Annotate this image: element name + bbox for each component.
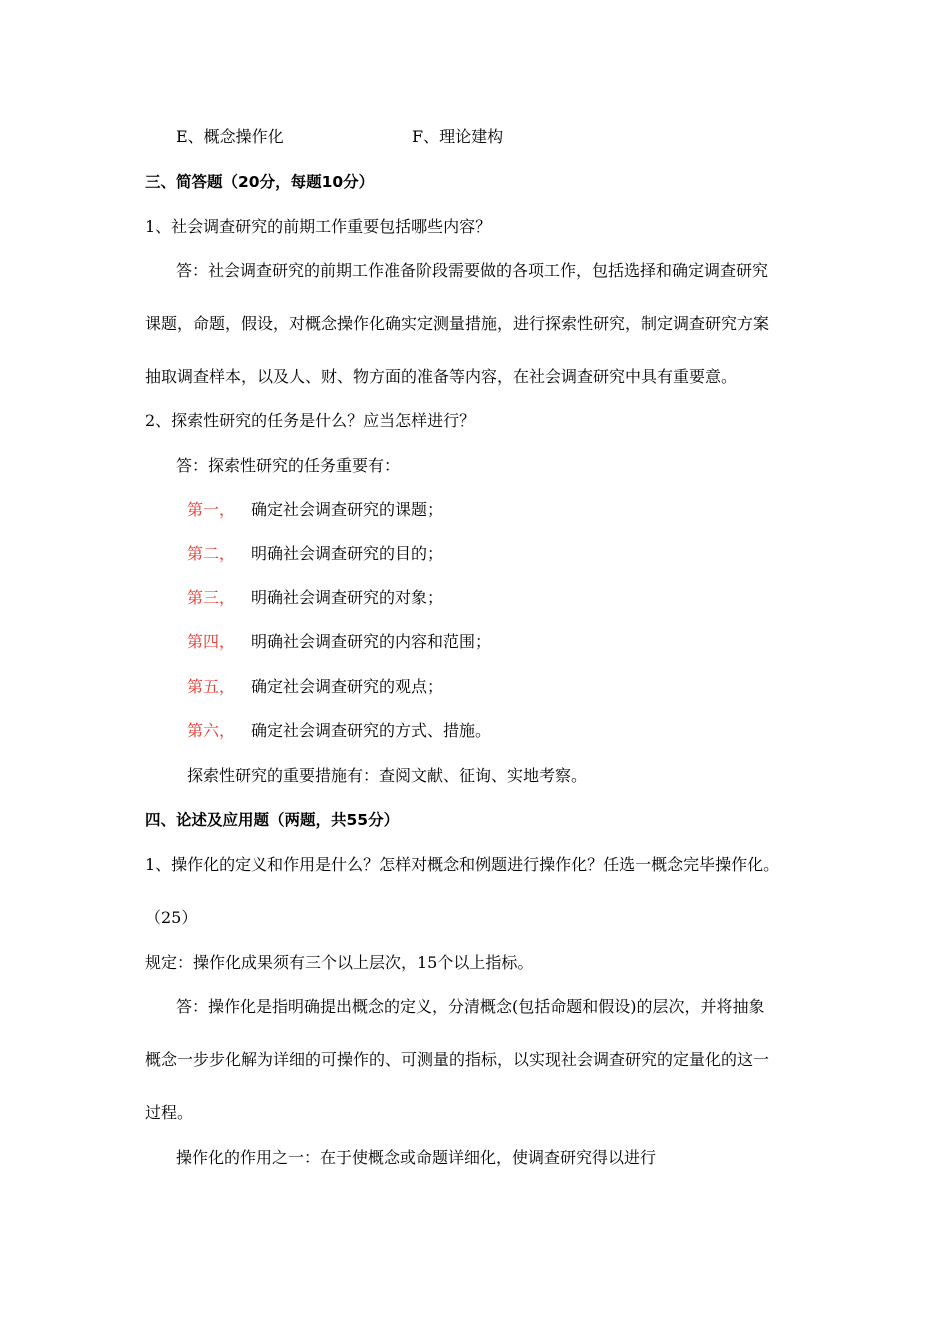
section4-q1-question: 1、操作化的定义和作用是什么？怎样对概念和例题进行操作化？任选一概念完毕操作化。 [145,855,780,874]
task-ordinal: 第四， [187,632,236,651]
task-ordinal: 第五， [187,677,236,696]
task-text: 明确社会调查研究的对象； [251,588,444,607]
task-text: 明确社会调查研究的内容和范围； [251,632,492,651]
task-ordinal: 第一， [187,500,236,519]
task-list-item [187,721,491,741]
option-e: E、概念操作化 [176,127,284,146]
section4-heading: 四、论述及应用题（两题，共55分） [145,811,400,829]
section4-q1-answer-line: 过程。 [145,1103,194,1122]
task-list-item [187,677,443,697]
section4-q1-answer-line: 答：操作化是指明确提出概念的定义，分清概念(包括命题和假设)的层次，并将抽象 [176,997,765,1016]
section4-q1-role-line: 操作化的作用之一：在于使概念或命题详细化，使调查研究得以进行 [176,1148,657,1167]
option-f: F、理论建构 [412,127,504,146]
section3-q2-question: 2、探索性研究的任务是什么？应当怎样进行？ [145,411,476,430]
section3-q1-question: 1、社会调查研究的前期工作重要包括哪些内容？ [145,217,492,236]
section3-heading: 三、简答题（20分，每题10分） [145,173,375,191]
section3-q2-measures: 探索性研究的重要措施有：查阅文献、征询、实地考察。 [187,766,588,785]
task-list-item [187,588,443,608]
task-text: 确定社会调查研究的方式、措施。 [251,721,492,740]
task-text: 确定社会调查研究的课题； [251,500,444,519]
task-list-item [187,500,443,520]
section3-q1-answer-line: 课题，命题，假设，对概念操作化确实定测量措施，进行探索性研究，制定调查研究方案 [145,314,770,333]
task-ordinal: 第六， [187,721,236,740]
section4-q1-answer-line: 概念一步步化解为详细的可操作的、可测量的指标，以实现社会调查研究的定量化的这一 [145,1050,770,1069]
task-text: 确定社会调查研究的观点； [251,677,444,696]
task-text: 明确社会调查研究的目的； [251,544,444,563]
section4-q1-requirement: 规定：操作化成果须有三个以上层次，15个以上指标。 [145,953,534,972]
task-ordinal: 第三， [187,588,236,607]
section3-q2-answer-intro: 答：探索性研究的任务重要有： [176,456,401,475]
section3-q1-answer-line: 答：社会调查研究的前期工作准备阶段需要做的各项工作，包括选择和确定调查研究 [176,261,769,280]
task-list-item [187,632,491,652]
section4-q1-score: （25） [145,908,198,927]
task-list-item [187,544,443,564]
section3-q1-answer-line: 抽取调查样本，以及人、财、物方面的准备等内容，在社会调查研究中具有重要意。 [145,367,738,386]
task-ordinal: 第二， [187,544,236,563]
